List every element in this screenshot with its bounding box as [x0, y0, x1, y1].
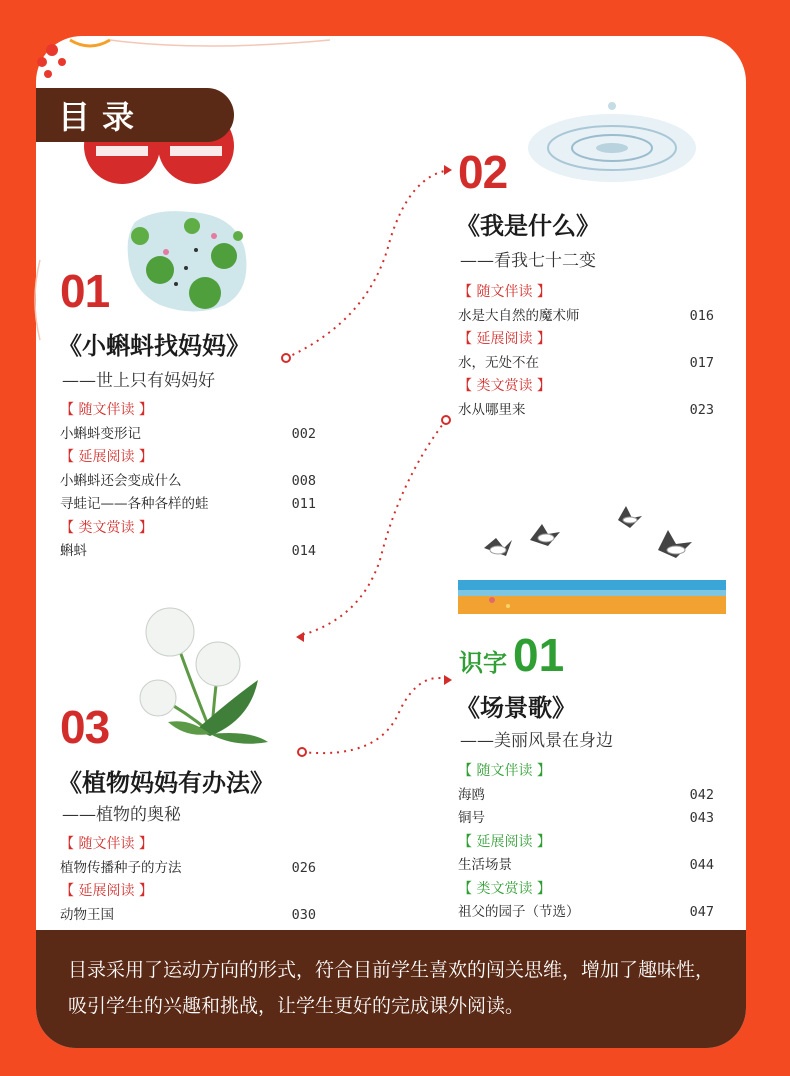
section-entries — [60, 399, 316, 564]
dandelion-icon — [140, 608, 268, 744]
category-label: 【 随文伴读 】 — [60, 402, 153, 418]
section-entries — [60, 833, 316, 927]
beach-icon — [458, 580, 726, 614]
list-item[interactable]: 水是大自然的魔术师 016 — [458, 307, 714, 324]
section-title: 《场景歌》 — [456, 694, 576, 722]
section-title: 《植物妈妈有办法》 — [58, 769, 274, 797]
water-ripple-icon — [528, 102, 696, 182]
list-item[interactable]: 植物传播种子的方法 026 — [60, 859, 316, 876]
category-label: 【 随文伴读 】 — [60, 836, 153, 852]
section-subtitle: ——植物的奥秘 — [62, 805, 181, 825]
category-label: 【 类文赏读 】 — [458, 378, 551, 394]
section-number: 02 — [458, 146, 508, 198]
category-label: 【 延展阅读 】 — [458, 833, 551, 850]
category-label: 【 延展阅读 】 — [458, 331, 551, 347]
page-title: 目录 — [36, 88, 234, 142]
list-item[interactable]: 小蝌蚪还会变成什么 008 — [60, 472, 316, 489]
section-number — [459, 628, 564, 682]
list-item[interactable]: 生活场景 044 — [458, 857, 714, 873]
seagulls-icon — [484, 506, 692, 558]
section-subtitle: ——世上只有妈妈好 — [62, 371, 215, 391]
category-label: 【 随文伴读 】 — [458, 284, 551, 300]
list-item[interactable]: 铜号 043 — [458, 810, 714, 826]
section-title: 《我是什么》 — [456, 212, 600, 240]
section-entries — [458, 760, 714, 925]
section-subtitle: ——美丽风景在身边 — [460, 731, 613, 751]
footer-description — [36, 930, 746, 1048]
lily-pond-icon — [128, 211, 247, 311]
section-subtitle: ——看我七十二变 — [460, 251, 596, 271]
category-label: 【 延展阅读 】 — [60, 449, 153, 465]
section-title: 《小蝌蚪找妈妈》 — [58, 332, 250, 360]
list-item[interactable]: 海鸥 042 — [458, 786, 714, 803]
list-item[interactable]: 水从哪里来 023 — [458, 401, 714, 418]
list-item[interactable]: 水，无处不在 017 — [458, 354, 714, 371]
section-number: 03 — [60, 701, 110, 753]
list-item[interactable]: 寻蛙记——各种各样的蛙 011 — [60, 496, 316, 512]
section-number: 01 — [60, 265, 110, 317]
list-item[interactable]: 动物王国 030 — [60, 906, 316, 923]
footer-text: 目录采用了运动方向的形式，符合目前学生喜欢的闯关思维，增加了趣味性，吸引学生的兴趣和挑战，让学生更好的完成课外阅读。 — [68, 959, 715, 1017]
category-label: 【 随文伴读 】 — [458, 763, 551, 779]
section-label: 识字 — [459, 649, 507, 677]
category-label: 【 类文赏读 】 — [60, 519, 153, 536]
section-entries — [458, 281, 714, 422]
category-label: 【 类文赏读 】 — [458, 880, 551, 897]
category-label: 【 延展阅读 】 — [60, 883, 153, 899]
list-item[interactable]: 小蝌蚪变形记 002 — [60, 425, 316, 442]
list-item[interactable]: 祖父的园子（节选） 047 — [458, 904, 714, 920]
list-item[interactable]: 蝌蚪 014 — [60, 543, 316, 559]
section-number-value: 01 — [513, 629, 565, 681]
